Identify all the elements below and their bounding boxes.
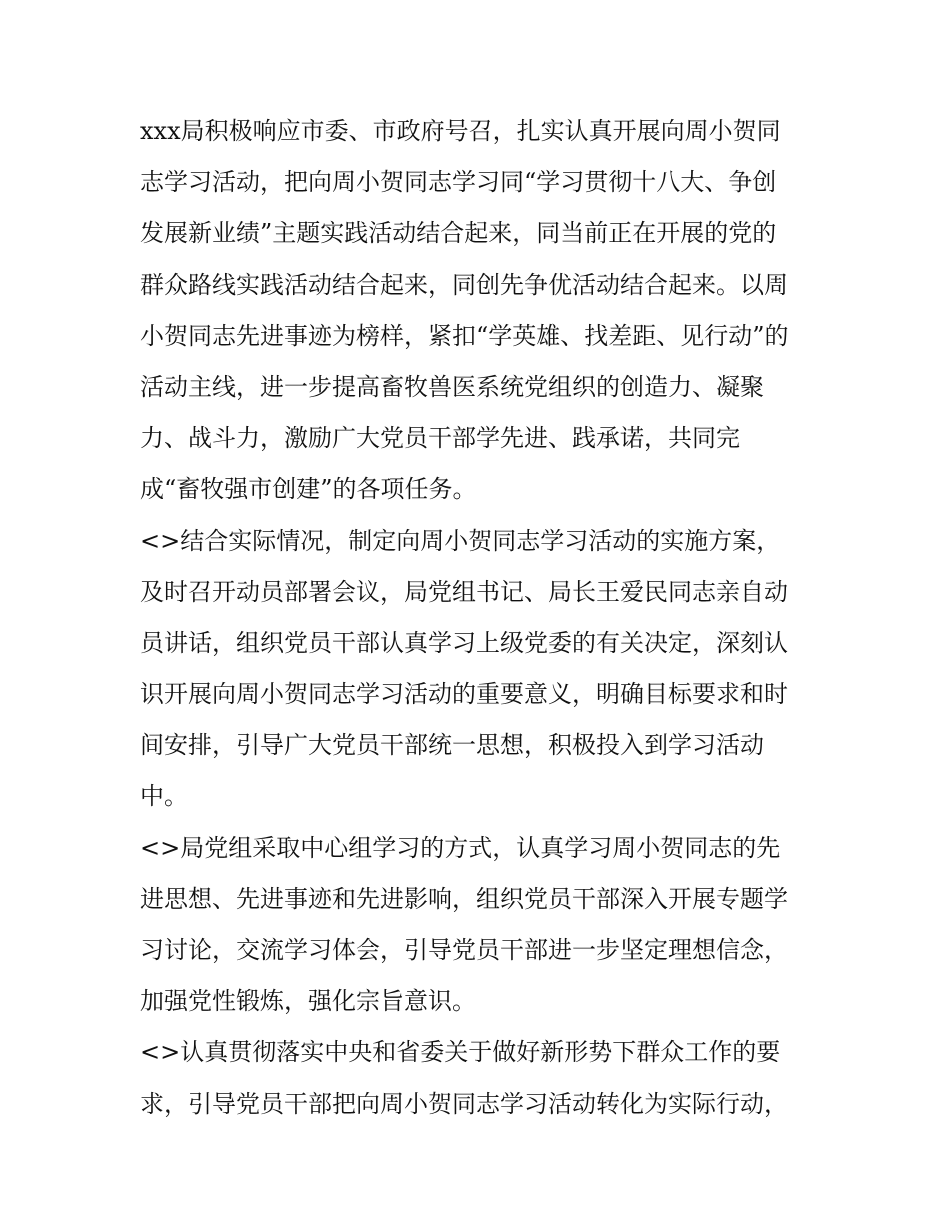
text-line: 中。	[140, 782, 188, 811]
text-line: <>结合实际情况，制定向周小贺同志学习活动的实施方案，	[140, 526, 781, 555]
document-body	[140, 106, 840, 1130]
text-line: 小贺同志先进事迹为榜样，紧扣“学英雄、找差距、见行动”的	[140, 321, 789, 350]
text-line: 志学习活动，把向周小贺同志学习同“学习贯彻十八大、争创	[140, 168, 777, 197]
text-line: 加强党性锻炼，强化宗旨意识。	[140, 987, 476, 1016]
text-line: 成“畜牧强市创建”的各项任务。	[140, 475, 477, 504]
text-line: xxx局积极响应市委、市政府号召，扎实认真开展向周小贺同	[140, 117, 781, 145]
text-line: 及时召开动员部署会议，局党组书记、局长王爱民同志亲自动	[140, 577, 788, 606]
text-line: 员讲话，组织党员干部认真学习上级党委的有关决定，深刻认	[140, 628, 788, 657]
text-line: <>局党组采取中心组学习的方式，认真学习周小贺同志的先	[140, 833, 781, 862]
text-line: 识开展向周小贺同志学习活动的重要意义，明确目标要求和时	[140, 680, 788, 709]
text-line: 发展新业绩”主题实践活动结合起来，同当前正在开展的党的	[140, 219, 777, 248]
text-line: 习讨论，交流学习体会，引导党员干部进一步坚定理想信念，	[140, 936, 788, 964]
text-line: 间安排，引导广大党员干部统一思想，积极投入到学习活动	[140, 731, 764, 760]
text-line: 力、战斗力，激励广大党员干部学先进、践承诺，共同完	[140, 424, 740, 453]
text-line: 活动主线，进一步提高畜牧兽医系统党组织的创造力、凝聚	[140, 372, 764, 401]
text-line: 群众路线实践活动结合起来，同创先争优活动结合起来。以周	[140, 270, 788, 299]
text-line: <>认真贯彻落实中央和省委关于做好新形势下群众工作的要	[140, 1038, 781, 1067]
text-line: 进思想、先进事迹和先进影响，组织党员干部深入开展专题学	[140, 884, 788, 913]
text-line: 求，引导党员干部把向周小贺同志学习活动转化为实际行动，	[140, 1089, 788, 1118]
